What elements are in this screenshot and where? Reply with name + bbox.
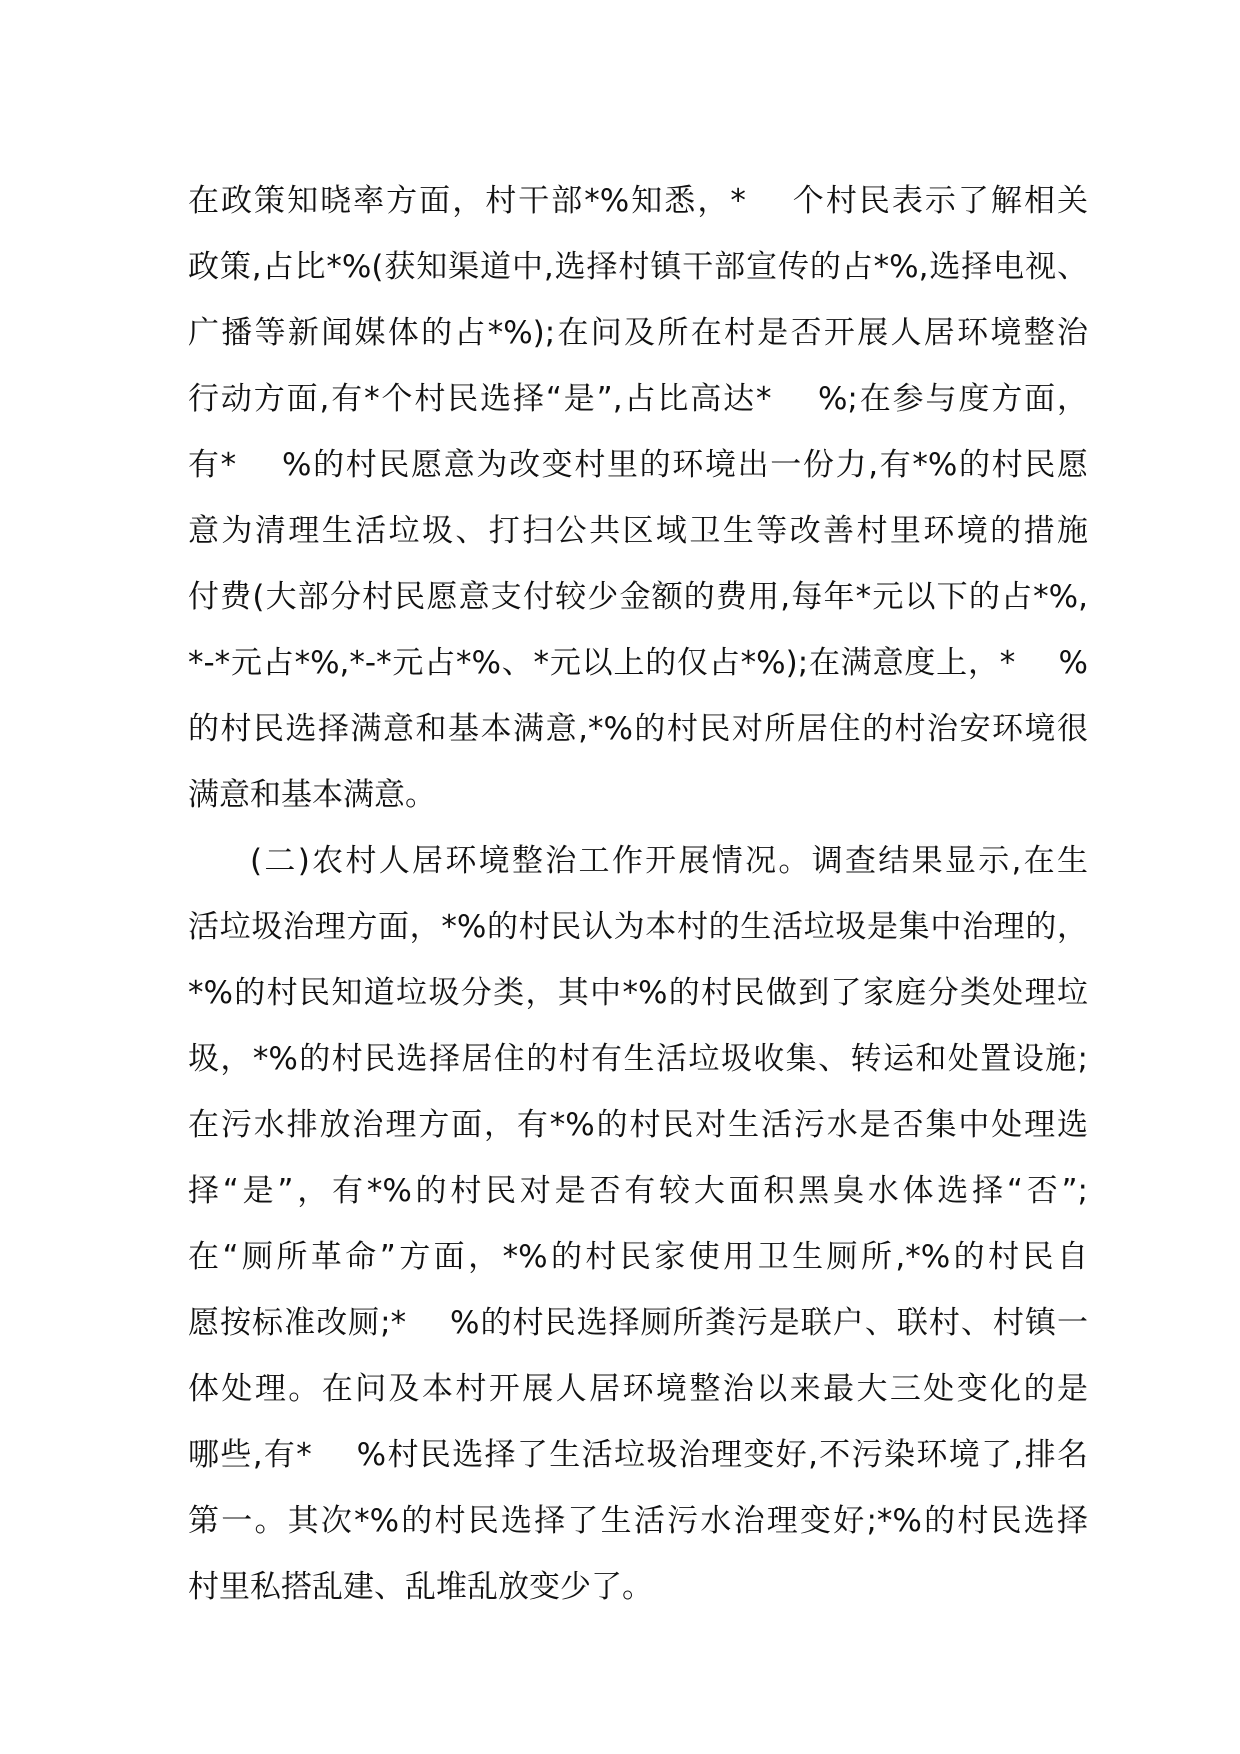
text-line: 体处理。在问及本村开展人居环境整治以来最大三处变化的是 xyxy=(188,1371,1088,1407)
text-line: 广播等新闻媒体的占*%);在问及所在村是否开展人居环境整治 xyxy=(188,315,1088,351)
document-body xyxy=(188,168,1088,1620)
text-line: 愿按标准改厕;* %的村民选择厕所粪污是联户、联村、村镇一 xyxy=(188,1305,1088,1341)
text-line: 在“厕所革命”方面，*%的村民家使用卫生厕所,*%的村民自 xyxy=(188,1239,1088,1275)
text-line: 的村民选择满意和基本满意,*%的村民对所居住的村治安环境很 xyxy=(188,711,1088,747)
paragraph-rectification-progress xyxy=(188,828,1088,1620)
text-line: 意为清理生活垃圾、打扫公共区域卫生等改善村里环境的措施 xyxy=(188,513,1088,549)
text-line: 择“是”，有*%的村民对是否有较大面积黑臭水体选择“否”; xyxy=(188,1173,1088,1209)
paragraph-policy-awareness xyxy=(188,168,1088,828)
text-line: 满意和基本满意。 xyxy=(188,777,436,813)
text-line: 村里私搭乱建、乱堆乱放变少了。 xyxy=(188,1569,653,1605)
text-line: 活垃圾治理方面，*%的村民认为本村的生活垃圾是集中治理的， xyxy=(188,909,1088,945)
text-line: 在政策知晓率方面，村干部*%知悉，* 个村民表示了解相关 xyxy=(188,183,1088,219)
text-line: 在污水排放治理方面，有*%的村民对生活污水是否集中处理选 xyxy=(188,1107,1088,1143)
text-line: (二)农村人居环境整治工作开展情况。调查结果显示,在生 xyxy=(250,843,1088,879)
text-line: 付费(大部分村民愿意支付较少金额的费用,每年*元以下的占*%, xyxy=(188,579,1088,615)
text-line: *-*元占*%,*-*元占*%、*元以上的仅占*%);在满意度上，* % xyxy=(188,645,1088,681)
text-line: 行动方面,有*个村民选择“是”,占比高达* %;在参与度方面， xyxy=(188,381,1088,417)
text-line: 圾，*%的村民选择居住的村有生活垃圾收集、转运和处置设施; xyxy=(188,1041,1088,1077)
text-line: *%的村民知道垃圾分类，其中*%的村民做到了家庭分类处理垃 xyxy=(188,975,1088,1011)
text-line: 哪些,有* %村民选择了生活垃圾治理变好,不污染环境了,排名 xyxy=(188,1437,1088,1473)
text-line: 第一。其次*%的村民选择了生活污水治理变好;*%的村民选择 xyxy=(188,1503,1088,1539)
text-line: 政策,占比*%(获知渠道中,选择村镇干部宣传的占*%,选择电视、 xyxy=(188,249,1088,285)
text-line: 有* %的村民愿意为改变村里的环境出一份力,有*%的村民愿 xyxy=(188,447,1088,483)
